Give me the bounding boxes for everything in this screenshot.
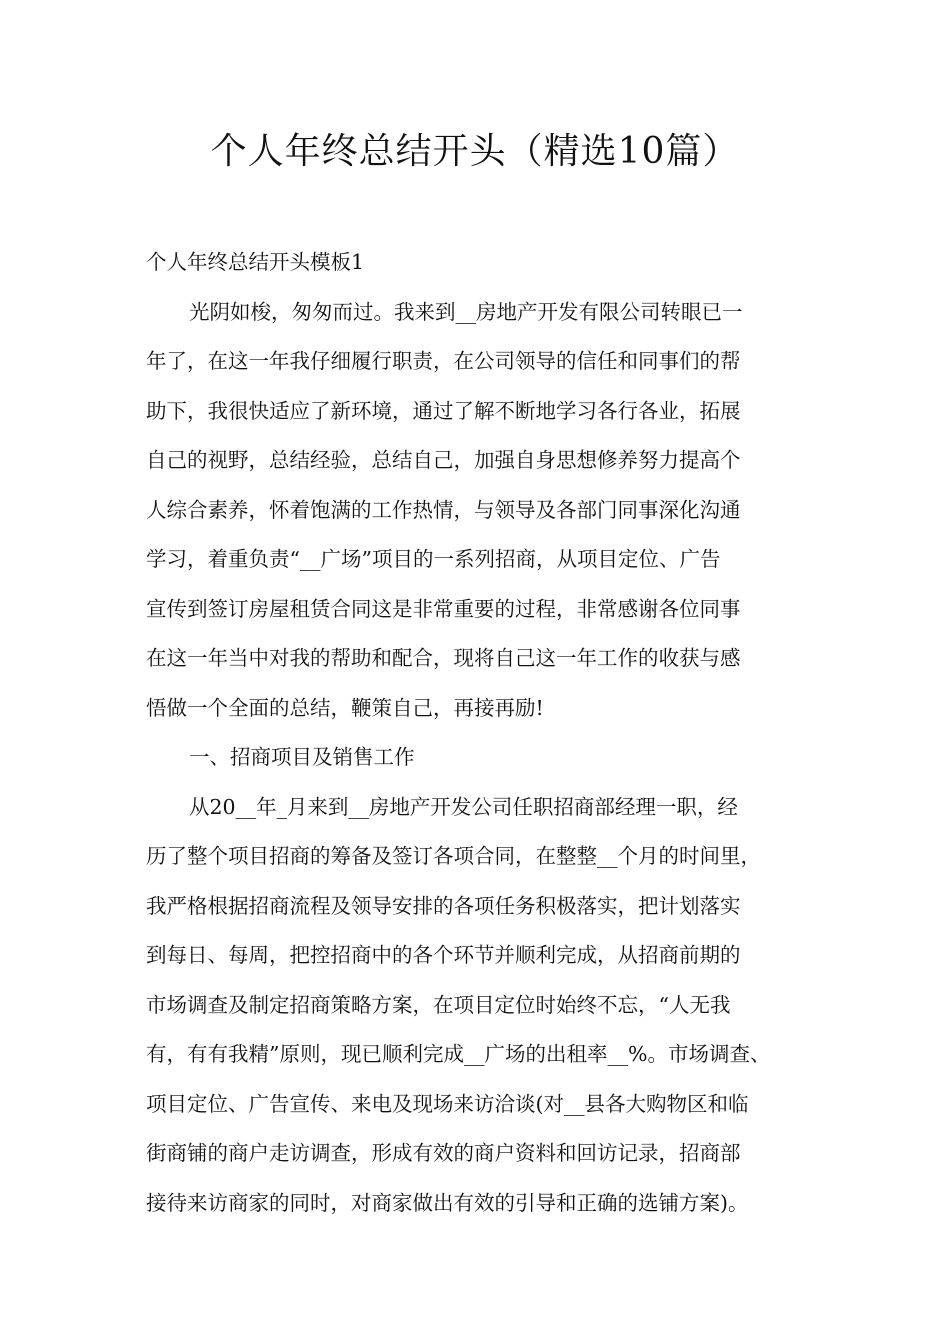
document-title: 个人年终总结开头（精选10篇） bbox=[210, 131, 740, 172]
paragraph-2-line: 街商铺的商户走访调查，形成有效的商户资料和回访记录，招商部 bbox=[146, 1141, 741, 1165]
section-heading: 个人年终总结开头模板1 bbox=[146, 250, 365, 274]
paragraph-1-line: 光阴如梭，匆匆而过。我来到__房地产开发有限公司转眼已一 bbox=[189, 299, 743, 324]
paragraph-1-line: 宣传到签订房屋租赁合同这是非常重要的过程，非常感谢各位同事 bbox=[146, 596, 741, 621]
paragraph-2-line: 项目定位、广告宣传、来电及现场来访洽谈(对__县各大购物区和临 bbox=[146, 1091, 749, 1116]
subheading: 一、招商项目及销售工作 bbox=[189, 745, 415, 769]
paragraph-1-line: 人综合素养，怀着饱满的工作热情，与领导及各部门同事深化沟通 bbox=[146, 497, 741, 522]
paragraph-2-line: 接待来访商家的同时，对商家做出有效的引导和正确的选铺方案)。 bbox=[146, 1190, 749, 1215]
paragraph-1-line: 学习，着重负责“__广场”项目的一系列招商，从项目定位、广告 bbox=[146, 547, 721, 571]
paragraph-1-line: 助下，我很快适应了新环境，通过了解不断地学习各行各业，拓展 bbox=[146, 398, 741, 423]
paragraph-2-line: 从20__年_月来到__房地产开发公司任职招商部经理一职，经 bbox=[189, 794, 738, 819]
paragraph-1-line: 年了，在这一年我仔细履行职责，在公司领导的信任和同事们的帮 bbox=[146, 349, 741, 373]
paragraph-2-line: 历了整个项目招商的筹备及签订各项合同，在整整__个月的时间里， bbox=[146, 844, 761, 868]
paragraph-2-line: 到每日、每周，把控招商中的各个环节并顺利完成，从招商前期的 bbox=[146, 943, 741, 967]
paragraph-1-line: 在这一年当中对我的帮助和配合，现将自己这一年工作的收获与感 bbox=[146, 646, 741, 670]
paragraph-1-line: 悟做一个全面的总结，鞭策自己，再接再励! bbox=[146, 695, 544, 720]
paragraph-1-line: 自己的视野，总结经验，总结自己，加强自身思想修养努力提高个 bbox=[146, 448, 741, 472]
paragraph-2-line: 有，有有我精”原则，现已顺利完成__广场的出租率__%。市场调查、 bbox=[146, 1042, 771, 1066]
paragraph-2-line: 我严格根据招商流程及领导安排的各项任务积极落实，把计划落实 bbox=[146, 893, 741, 918]
paragraph-2-line: 市场调查及制定招商策略方案，在项目定位时始终不忘，“人无我 bbox=[146, 992, 731, 1017]
document-body bbox=[146, 238, 826, 1228]
